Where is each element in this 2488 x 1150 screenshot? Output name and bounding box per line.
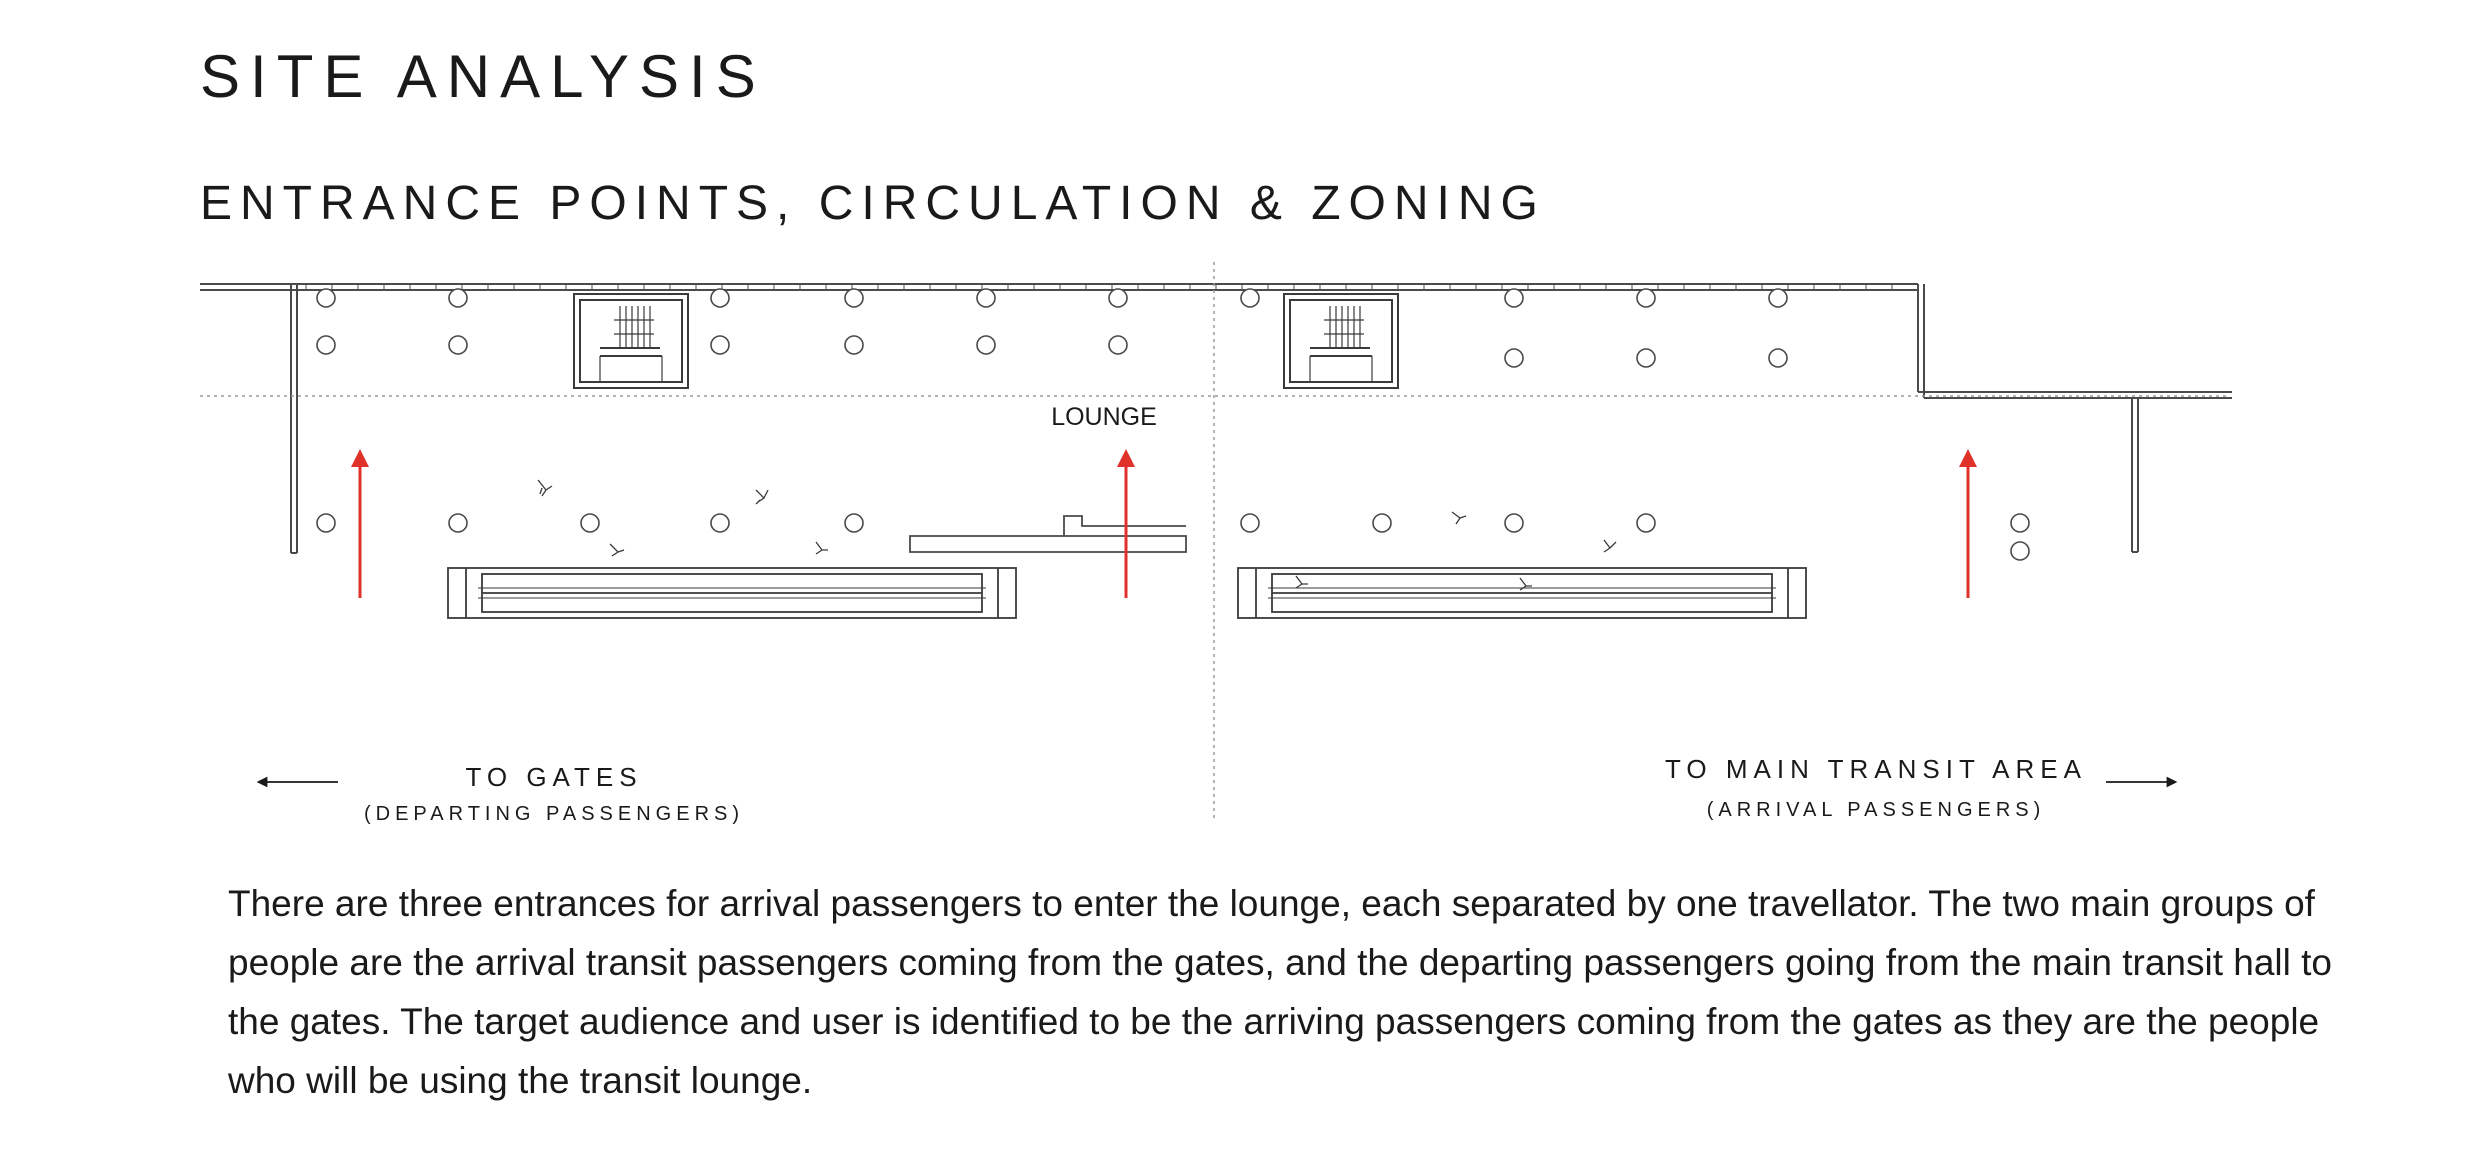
arrival-passengers-label: (ARRIVAL PASSENGERS)	[1706, 799, 2046, 821]
lounge-label: LOUNGE	[1051, 403, 1157, 431]
structural-column	[1241, 289, 1259, 307]
to-gates-label: TO GATES	[465, 762, 643, 792]
structural-column	[581, 514, 599, 532]
reception-counter	[910, 516, 1186, 552]
structural-column	[845, 336, 863, 354]
structural-column	[711, 336, 729, 354]
structural-column	[845, 289, 863, 307]
stair-core-right	[1284, 294, 1398, 388]
structural-column	[449, 289, 467, 307]
structural-column	[845, 514, 863, 532]
structural-column	[449, 336, 467, 354]
structural-column	[711, 289, 729, 307]
building-walls	[200, 284, 2232, 553]
travellator-right	[1238, 568, 1806, 618]
structural-column	[977, 289, 995, 307]
travellator-left	[448, 568, 1016, 618]
structural-column	[977, 336, 995, 354]
structural-column	[1637, 289, 1655, 307]
structural-column	[2011, 542, 2029, 560]
structural-column	[1505, 289, 1523, 307]
structural-column	[317, 514, 335, 532]
zone-boundary-lines	[200, 262, 2230, 822]
structural-column	[317, 289, 335, 307]
entrance-arrows	[360, 458, 1968, 598]
stair-core-left	[574, 294, 688, 388]
to-main-transit-label: TO MAIN TRANSIT AREA	[1665, 754, 2087, 784]
structural-column	[1109, 289, 1127, 307]
section-subtitle: ENTRANCE POINTS, CIRCULATION & ZONING	[200, 177, 1546, 230]
structural-column	[1769, 349, 1787, 367]
structural-column	[1637, 349, 1655, 367]
page-title: SITE ANALYSIS	[200, 43, 766, 110]
structural-column	[317, 336, 335, 354]
departing-passengers-label: (DEPARTING PASSENGERS)	[363, 803, 745, 825]
structural-column	[1769, 289, 1787, 307]
structural-column	[1505, 514, 1523, 532]
structural-column	[1109, 336, 1127, 354]
structural-column	[711, 514, 729, 532]
analysis-description: There are three entrances for arrival passengers to enter the lounge, each separated by one travellator. The two main groups of people are the arrival transit passengers coming from the gates, and the departing passengers going from the main transit hall to the gates. The target audience and user is identified to be the arriving passengers coming from the gates as they are the people who will be using the transit lounge.	[228, 883, 2333, 1101]
structural-column	[1373, 514, 1391, 532]
structural-column	[449, 514, 467, 532]
structural-column	[1505, 349, 1523, 367]
structural-column	[1241, 514, 1259, 532]
structural-column	[2011, 514, 2029, 532]
structural-column	[1637, 514, 1655, 532]
